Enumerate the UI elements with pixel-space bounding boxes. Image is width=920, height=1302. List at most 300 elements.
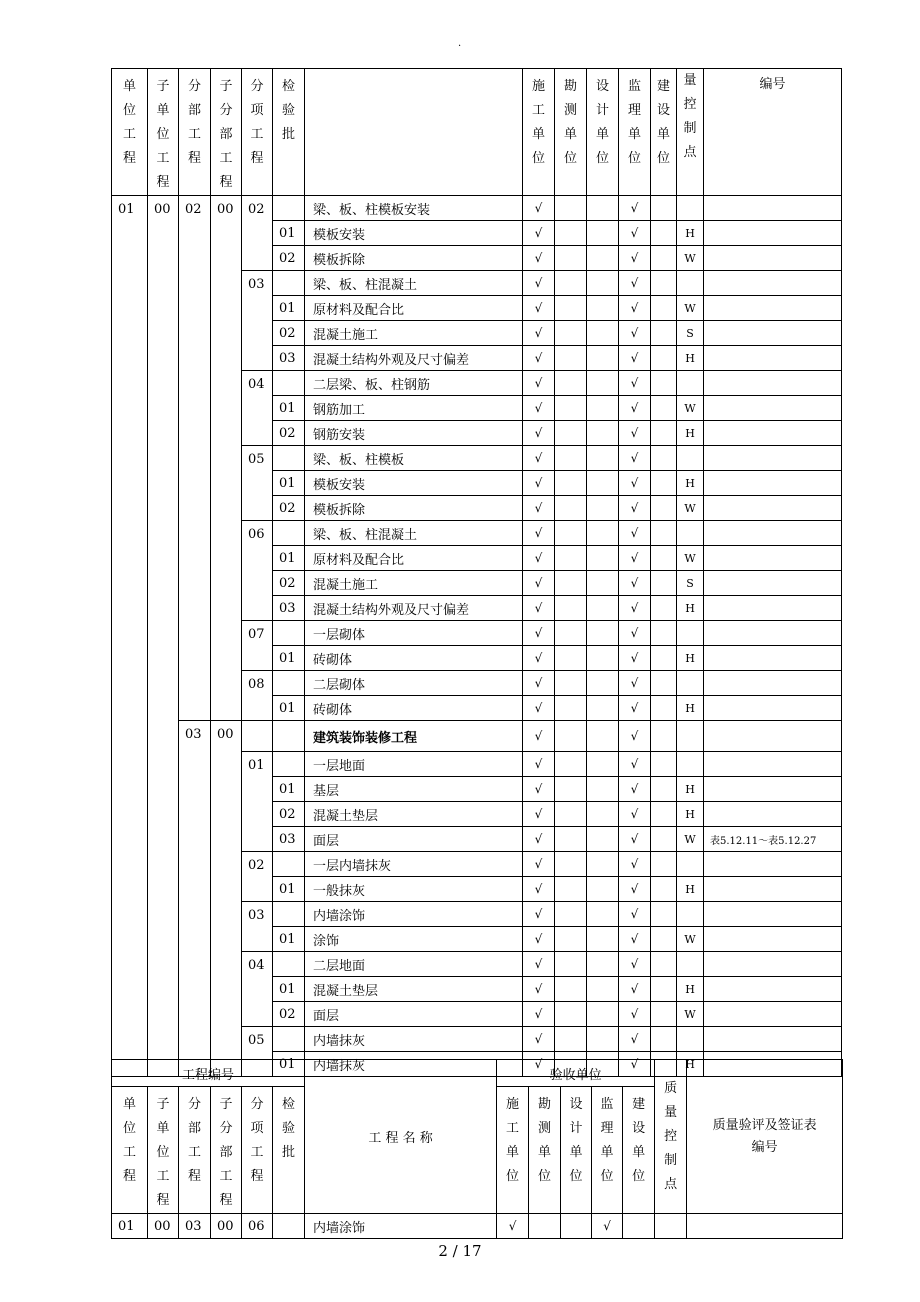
cell-sub-part: 00 [211,196,242,721]
cell-survey [555,546,587,571]
cell-batch: 02 [273,246,305,271]
cell-owner [651,852,677,877]
cell-supervision: √ [619,777,651,802]
cell-code [704,621,842,646]
cell-supervision: √ [619,346,651,371]
cell-code: 表5.12.11～表5.12.27 [704,827,842,852]
cell-name: 混凝土垫层 [305,977,523,1002]
cell-qc [677,371,704,396]
cell-owner [651,571,677,596]
cell-construction: √ [523,646,555,671]
cell-batch: 02 [273,496,305,521]
cell-code [704,196,842,221]
cell-owner [651,646,677,671]
cell-code [704,596,842,621]
vertical-header-text: 检 验 批 [281,79,295,142]
cell-construction: √ [523,221,555,246]
cell-name: 混凝土结构外观及尺寸偏差 [305,596,523,621]
cell-survey [555,396,587,421]
cell-supervision: √ [619,977,651,1002]
vertical-header-text: 建 设 单 位 [632,1097,646,1184]
cell-owner [651,221,677,246]
cell-survey [555,621,587,646]
cell-owner [651,752,677,777]
cell-batch: 01 [273,977,305,1002]
cell-construction: √ [523,446,555,471]
cell-batch [273,671,305,696]
cell-name: 二层梁、板、柱钢筋 [305,371,523,396]
cell-design [587,396,619,421]
hdr-supervision [619,69,651,196]
cell-construction: √ [523,421,555,446]
cell-construction: √ [523,346,555,371]
cell-survey [555,1027,587,1052]
cell-name: 梁、板、柱混凝土 [305,521,523,546]
cell-qc [677,852,704,877]
cell-code [704,371,842,396]
cell-supervision: √ [619,521,651,546]
cell-batch [273,952,305,977]
cell-name: 砖砌体 [305,646,523,671]
cell-supervision: √ [619,802,651,827]
cell-code [687,1214,843,1239]
cell-batch [273,196,305,221]
vertical-header-text: 子 单 位 工 程 [156,79,170,190]
footer-table [111,1059,843,1239]
hdr-construction [523,69,555,196]
cell-code [704,777,842,802]
cell-name: 二层地面 [305,952,523,977]
vertical-header-text: 施 工 单 位 [506,1097,520,1184]
cell-qc: W [677,546,704,571]
cell-owner [651,521,677,546]
cell-name: 原材料及配合比 [305,296,523,321]
table-row [112,721,842,752]
cell-design [587,902,619,927]
vertical-header-text: 勘 测 单 位 [538,1097,552,1184]
cell-code [704,1002,842,1027]
cell-qc [677,1027,704,1052]
cell-supervision: √ [619,671,651,696]
cell-survey [555,927,587,952]
cell-item: 01 [242,752,273,852]
cell-name: 模板安装 [305,471,523,496]
cell-batch: 01 [273,221,305,246]
cell-survey [555,646,587,671]
f-hdr-design [561,1087,592,1214]
cell-batch [273,371,305,396]
cell-supervision: √ [619,296,651,321]
hdr-sub-unit [148,69,179,196]
cell-survey [555,671,587,696]
cell-owner [651,296,677,321]
cell-name: 基层 [305,777,523,802]
cell-code [704,802,842,827]
cell-survey [555,752,587,777]
cell-owner [651,927,677,952]
cell-owner [651,246,677,271]
vertical-header-text: 子 分 部 工 程 [219,79,233,190]
cell-qc: W [677,496,704,521]
cell-owner [651,196,677,221]
cell-construction: √ [497,1214,529,1239]
cell-name: 混凝土结构外观及尺寸偏差 [305,346,523,371]
cell-design [587,321,619,346]
vertical-header-text: 质 量 控 制 点 [664,1080,678,1192]
cell-part: 03 [179,1214,211,1239]
vertical-header-text: 施 工 单 位 [531,79,545,166]
cell-batch: 01 [273,696,305,721]
cell-batch: 01 [273,296,305,321]
cell-qc [677,521,704,546]
cell-qc: W [677,1002,704,1027]
cell-item: 02 [242,852,273,902]
cell-owner [651,827,677,852]
cell-batch [273,446,305,471]
cell-construction: √ [523,496,555,521]
cell-survey [555,446,587,471]
cell-design [587,471,619,496]
cell-qc [677,752,704,777]
cell-design [587,721,619,752]
cell-code [704,446,842,471]
cell-survey [555,321,587,346]
cell-construction: √ [523,902,555,927]
vertical-header-text: 勘 测 单 位 [563,79,577,166]
cell-batch: 01 [273,471,305,496]
table-row [112,1214,843,1239]
cell-supervision: √ [619,827,651,852]
cell-name: 内墙涂饰 [305,1214,497,1239]
cell-design [587,1002,619,1027]
cell-name: 内墙抹灰 [305,1052,523,1077]
cell-owner [651,421,677,446]
cell-construction: √ [523,296,555,321]
cell-survey [555,596,587,621]
cell-item: 04 [242,371,273,446]
inspection-table [111,68,842,1077]
cell-supervision: √ [619,546,651,571]
cell-design [587,446,619,471]
cell-batch: 01 [273,396,305,421]
cell-item: 03 [242,271,273,371]
cell-construction: √ [523,752,555,777]
cell-construction: √ [523,696,555,721]
cell-code [704,496,842,521]
cell-qc [677,952,704,977]
cell-batch [273,621,305,646]
cell-construction: √ [523,571,555,596]
cell-survey [555,977,587,1002]
vertical-header-text: 子 分 部 工 程 [219,1097,233,1208]
cell-owner [651,902,677,927]
cell-code [704,346,842,371]
f-hdr-survey [529,1087,561,1214]
cell-qc: W [677,246,704,271]
cell-supervision: √ [619,696,651,721]
f-hdr-supervision [592,1087,623,1214]
cell-batch: 01 [273,646,305,671]
cell-unit: 01 [112,1214,148,1239]
cell-design [587,296,619,321]
cell-owner [651,471,677,496]
cell-construction: √ [523,721,555,752]
cell-qc: W [677,396,704,421]
cell-supervision: √ [619,1052,651,1077]
cell-batch: 03 [273,596,305,621]
cell-survey [555,571,587,596]
cell-qc: H [677,471,704,496]
cell-name: 梁、板、柱模板安装 [305,196,523,221]
cell-owner [651,721,677,752]
cell-code [704,671,842,696]
cell-name: 梁、板、柱混凝土 [305,271,523,296]
cell-batch: 02 [273,802,305,827]
cell-name: 建筑装饰装修工程 [305,721,523,752]
cell-code [704,1027,842,1052]
cell-owner [651,621,677,646]
cell-item: 02 [242,196,273,271]
cell-owner [651,321,677,346]
cell-owner [651,671,677,696]
cell-survey [555,196,587,221]
cell-supervision: √ [619,246,651,271]
cell-construction: √ [523,877,555,902]
cell-qc [677,196,704,221]
cell-supervision: √ [619,596,651,621]
cell-batch [273,1027,305,1052]
cell-supervision: √ [619,902,651,927]
cell-code [704,471,842,496]
cell-batch [273,721,305,752]
vertical-header-text: 监 理 单 位 [627,79,641,166]
cell-qc: S [677,321,704,346]
cell-design [587,977,619,1002]
cell-name: 模板拆除 [305,496,523,521]
cell-construction: √ [523,827,555,852]
cell-construction: √ [523,1052,555,1077]
cell-owner [651,802,677,827]
cell-part: 02 [179,196,211,721]
f-hdr-batch [273,1087,305,1214]
cell-survey [555,696,587,721]
cell-code [704,646,842,671]
cell-item: 08 [242,671,273,721]
cell-survey [555,346,587,371]
cell-code [704,571,842,596]
cell-construction: √ [523,671,555,696]
vertical-header-text: 分 部 工 程 [187,79,201,166]
cell-supervision: √ [592,1214,623,1239]
cell-batch: 01 [273,777,305,802]
cell-batch: 01 [273,1052,305,1077]
cell-qc: W [677,827,704,852]
cell-batch: 03 [273,346,305,371]
cell-qc: W [677,296,704,321]
cell-code [704,271,842,296]
cell-supervision: √ [619,1002,651,1027]
f-hdr-sub-unit [148,1087,179,1214]
cell-owner [651,546,677,571]
cell-qc: H [677,221,704,246]
cell-qc: S [677,571,704,596]
cell-design [587,371,619,396]
cell-batch [273,752,305,777]
cell-code [704,321,842,346]
cell-code [704,521,842,546]
cell-code [704,877,842,902]
cell-design [587,496,619,521]
cell-batch [273,521,305,546]
cell-supervision: √ [619,221,651,246]
cell-name: 梁、板、柱模板 [305,446,523,471]
cell-survey [555,827,587,852]
cell-item: 06 [242,521,273,621]
cell-owner [651,371,677,396]
cell-construction: √ [523,1002,555,1027]
f-hdr-item [242,1087,273,1214]
cell-name: 混凝土施工 [305,571,523,596]
cell-design [587,421,619,446]
cell-construction: √ [523,1027,555,1052]
cell-qc [655,1214,687,1239]
cell-name: 模板拆除 [305,246,523,271]
cell-name: 一层砌体 [305,621,523,646]
cell-name: 钢筋安装 [305,421,523,446]
cell-construction: √ [523,621,555,646]
cell-design [587,246,619,271]
cell-survey [555,852,587,877]
cell-name: 混凝土施工 [305,321,523,346]
cell-survey [555,221,587,246]
cell-batch [273,271,305,296]
project-code-header: 工程编号 [112,1060,305,1087]
cell-supervision: √ [619,196,651,221]
cell-qc: H [677,346,704,371]
hdr-owner [651,69,677,196]
cell-supervision: √ [619,371,651,396]
cell-owner [651,596,677,621]
cell-qc: H [677,977,704,1002]
cell-construction: √ [523,321,555,346]
cell-code [704,952,842,977]
cell-design [587,877,619,902]
cell-design [587,852,619,877]
cell-design [587,1027,619,1052]
cell-survey [555,902,587,927]
cell-qc: H [677,1052,704,1077]
cell-supervision: √ [619,646,651,671]
cell-batch: 03 [273,827,305,852]
cell-owner [651,696,677,721]
cell-construction: √ [523,196,555,221]
cell-item [242,721,273,752]
cell-owner [651,777,677,802]
cell-owner [651,952,677,977]
cell-construction: √ [523,952,555,977]
vertical-header-text: 分 部 工 程 [187,1097,201,1184]
page-dot: . [458,38,462,49]
cell-name: 原材料及配合比 [305,546,523,571]
cell-survey [555,521,587,546]
cell-qc [677,621,704,646]
cell-survey [555,877,587,902]
cell-name: 一般抹灰 [305,877,523,902]
cell-batch: 01 [273,927,305,952]
cell-design [587,346,619,371]
vertical-header-text: 检 验 批 [282,1097,296,1160]
cell-design [587,671,619,696]
cell-supervision: √ [619,496,651,521]
cell-unit: 01 [112,196,148,1077]
cell-batch: 02 [273,321,305,346]
cell-batch: 01 [273,546,305,571]
cell-construction: √ [523,246,555,271]
cell-batch [273,902,305,927]
cell-part: 03 [179,721,211,1077]
hdr-part [179,69,211,196]
cell-construction: √ [523,271,555,296]
vertical-header-text: 子 单 位 工 程 [156,1097,170,1208]
hdr-name [305,69,523,196]
cell-code [704,927,842,952]
cell-construction: √ [523,777,555,802]
cell-code [704,246,842,271]
cell-survey [555,296,587,321]
table-row [112,196,842,221]
cell-sub-part: 00 [211,721,242,1077]
cell-name: 涂饰 [305,927,523,952]
cell-supervision: √ [619,752,651,777]
cell-qc: H [677,802,704,827]
cell-code [704,421,842,446]
project-name-header: 工 程 名 称 [305,1060,497,1214]
cell-name: 一层内墙抹灰 [305,852,523,877]
hdr-unit [112,69,148,196]
cell-design [587,752,619,777]
page-number: 2 / 17 [438,1242,482,1260]
cell-design [587,621,619,646]
cell-supervision: √ [619,421,651,446]
cell-name: 钢筋加工 [305,396,523,421]
cell-survey [555,1002,587,1027]
cell-owner [651,1027,677,1052]
vertical-header-text: 设 计 单 位 [569,1097,583,1184]
vertical-header-text: 设 计 单 位 [595,79,609,166]
cell-owner [651,446,677,471]
f-hdr-sub-part [211,1087,242,1214]
cell-construction: √ [523,852,555,877]
cell-qc: H [677,696,704,721]
cell-construction: √ [523,371,555,396]
cell-design [587,546,619,571]
cell-supervision: √ [619,471,651,496]
cell-name: 模板安装 [305,221,523,246]
cell-design [587,596,619,621]
hdr-survey [555,69,587,196]
cell-survey [555,471,587,496]
cell-design [587,646,619,671]
cell-name: 二层砌体 [305,671,523,696]
cell-name: 内墙涂饰 [305,902,523,927]
cell-survey [555,721,587,752]
cell-sub-unit: 00 [148,1214,179,1239]
cell-design [587,827,619,852]
cell-batch [273,1214,305,1239]
cell-supervision: √ [619,446,651,471]
cell-item: 03 [242,902,273,952]
cell-qc [677,271,704,296]
